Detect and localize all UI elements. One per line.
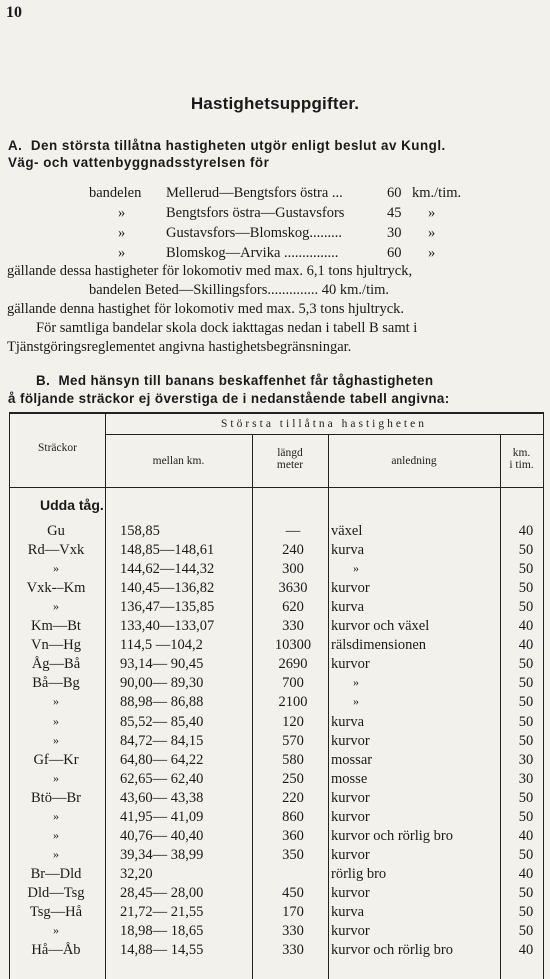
cell-anledning: kurvor <box>331 732 370 749</box>
cell-km: 50 <box>518 656 534 673</box>
header-km-1: km. <box>512 447 531 459</box>
cell-langd: 350 <box>282 846 304 863</box>
cell-km: 40 <box>518 827 534 844</box>
cell-km: 50 <box>518 904 534 920</box>
header-km-2: i tim. <box>509 459 534 471</box>
cell-anledning: kurvor och rörlig bro <box>331 827 454 844</box>
bandel-unit: km./tim. <box>412 185 462 201</box>
cell-km: 30 <box>518 770 534 787</box>
cell-anledning: kurvor <box>331 656 370 673</box>
cell-anledning: kurva <box>331 904 365 920</box>
table-row <box>10 675 543 694</box>
cell-strackor: Dld—Tsg <box>27 884 85 901</box>
cell-strackor: » <box>53 827 59 842</box>
cell-langd: 2100 <box>278 694 308 711</box>
cell-km: 50 <box>518 694 534 711</box>
section-a-label: A. <box>8 138 23 153</box>
cell-anledning: kurvor <box>331 846 370 863</box>
cell-anledning: rörlig bro <box>331 865 387 882</box>
bandel-list <box>0 184 550 264</box>
cell-langd: 220 <box>282 789 304 806</box>
cell-mellan: 140,45—136,82 <box>120 580 215 597</box>
cell-langd: 10300 <box>274 637 312 654</box>
table-row <box>10 790 543 809</box>
table-row <box>10 942 543 961</box>
cell-anledning: mosse <box>331 770 368 787</box>
table-row <box>10 637 543 656</box>
bandel-prefix: bandelen <box>89 185 142 201</box>
cell-strackor: Br—Dld <box>30 865 82 882</box>
header-divider <box>105 434 543 435</box>
cell-km: 30 <box>518 751 534 768</box>
cell-strackor: Gf—Kr <box>33 751 79 768</box>
table-row <box>10 866 543 885</box>
header-mellan: mellan km. <box>152 455 205 467</box>
table-row <box>10 733 543 752</box>
text-gallande-denna: gällande denna hastighet för lokomotiv med max. 5,3 tons hjultryck. <box>7 301 405 317</box>
cell-strackor: » <box>53 599 59 614</box>
table-row <box>10 752 543 771</box>
cell-anledning: rälsdimensionen <box>331 637 427 654</box>
section-b-heading <box>8 372 548 408</box>
text-samtliga-1: För samtliga bandelar skola dock iakttagas nedan i tabell B samt i <box>36 320 418 336</box>
header-km <box>500 447 543 471</box>
cell-mellan: 39,34— 38,99 <box>120 846 204 863</box>
cell-mellan: 90,00— 89,30 <box>120 675 204 692</box>
cell-mellan: 84,72— 84,15 <box>120 732 204 749</box>
bandel-speed: 60 <box>387 185 402 201</box>
section-a-heading <box>8 137 546 171</box>
cell-langd: 170 <box>282 904 304 920</box>
table-row <box>10 904 543 923</box>
cell-km: 50 <box>518 884 534 901</box>
table-row <box>10 809 543 828</box>
cell-km: 50 <box>518 923 534 940</box>
bandel-prefix: » <box>118 225 126 241</box>
cell-km: 40 <box>518 523 534 539</box>
cell-langd: — <box>285 523 301 539</box>
cell-strackor: » <box>53 808 59 823</box>
group-label: Udda tåg. <box>40 497 104 513</box>
cell-anledning: kurvor <box>331 884 370 901</box>
cell-km: 50 <box>518 542 534 559</box>
cell-langd: 360 <box>282 827 304 844</box>
cell-anledning: kurva <box>331 599 365 616</box>
cell-mellan: 32,20 <box>120 865 153 882</box>
text-samtliga-2: Tjänstgöringsreglementet angivna hastighetsbegränsningar. <box>7 339 352 355</box>
cell-anledning: kurvor <box>331 580 370 597</box>
table-row <box>10 542 543 561</box>
cell-mellan: 148,85—148,61 <box>120 542 215 559</box>
text-gallande-dessa: gällande dessa hastigheter för lokomotiv med max. 6,1 tons hjultryck, <box>7 263 413 279</box>
cell-km: 50 <box>518 789 534 806</box>
cell-langd: 700 <box>282 675 304 692</box>
cell-mellan: 62,65— 62,40 <box>120 770 204 787</box>
cell-strackor: » <box>53 561 59 576</box>
table-row <box>10 847 543 866</box>
table-row <box>10 523 543 542</box>
cell-langd: 250 <box>282 770 304 787</box>
cell-km: 40 <box>518 865 534 882</box>
cell-mellan: 43,60— 43,38 <box>120 789 204 806</box>
cell-strackor: Hå—Åb <box>31 942 81 959</box>
table-row <box>10 694 543 713</box>
cell-langd: 3630 <box>278 580 308 597</box>
cell-mellan: 41,95— 41,09 <box>120 808 204 825</box>
cell-strackor: Åg—Bå <box>31 656 81 673</box>
cell-anledning: kurvor <box>331 808 370 825</box>
cell-mellan: 133,40—133,07 <box>120 618 215 635</box>
table-row <box>10 923 543 942</box>
cell-langd: 570 <box>282 732 304 749</box>
cell-strackor: » <box>53 923 59 938</box>
cell-strackor: Vn—Hg <box>31 637 81 654</box>
section-b-label: B. <box>36 373 51 388</box>
cell-km: 50 <box>518 580 534 597</box>
cell-km: 50 <box>518 713 534 730</box>
cell-anledning: mossar <box>331 751 373 768</box>
cell-km: 50 <box>518 561 534 578</box>
cell-anledning: kurva <box>331 542 365 559</box>
table-row <box>10 714 543 733</box>
cell-mellan: 28,45— 28,00 <box>120 884 204 901</box>
cell-km: 50 <box>518 675 534 692</box>
bandel-unit: » <box>428 225 436 241</box>
cell-langd: 580 <box>282 751 304 768</box>
cell-strackor: Km—Bt <box>31 618 81 635</box>
cell-strackor: » <box>53 713 59 728</box>
page-title: Hastighetsuppgifter. <box>190 94 360 113</box>
header-group: Största tillåtna hastigheten <box>220 418 427 430</box>
cell-langd: 2690 <box>278 656 308 673</box>
table-row <box>10 885 543 904</box>
cell-strackor: Btö—Br <box>31 789 81 806</box>
cell-strackor: » <box>53 846 59 861</box>
cell-anledning: » <box>353 675 359 690</box>
bandel-route: Bengtsfors östra—Gustavsfors <box>166 205 345 221</box>
table-row <box>10 599 543 618</box>
cell-strackor: Bå—Bg <box>32 675 80 692</box>
table-row <box>10 561 543 580</box>
bandel-prefix: » <box>118 245 126 261</box>
header-anledning: anledning <box>391 455 437 467</box>
cell-anledning: kurvor och växel <box>331 618 430 635</box>
header-langd-1: längd <box>277 447 303 459</box>
header-strackor: Sträckor <box>38 442 77 454</box>
table-row <box>10 656 543 675</box>
cell-langd: 330 <box>282 942 304 959</box>
cell-km: 50 <box>518 732 534 749</box>
cell-strackor: Rd—Vxk <box>27 542 85 559</box>
cell-strackor: » <box>53 732 59 747</box>
cell-langd: 450 <box>282 884 304 901</box>
bandel-speed: 45 <box>387 205 402 221</box>
cell-anledning: » <box>353 561 359 576</box>
bandel-route: Mellerud—Bengtsfors östra ... <box>166 185 343 201</box>
cell-mellan: 64,80— 64,22 <box>120 751 204 768</box>
bandel-route: Blomskog—Arvika ............... <box>166 245 339 261</box>
cell-mellan: 93,14— 90,45 <box>120 656 204 673</box>
cell-langd: 120 <box>282 713 304 730</box>
cell-km: 50 <box>518 808 534 825</box>
cell-km: 50 <box>518 846 534 863</box>
cell-anledning: kurvor <box>331 789 370 806</box>
cell-anledning: kurvor och rörlig bro <box>331 942 454 959</box>
bandel-unit: » <box>428 245 436 261</box>
cell-strackor: Vxk-–Km <box>26 580 86 597</box>
cell-mellan: 136,47—135,85 <box>120 599 215 616</box>
cell-mellan: 88,98— 86,88 <box>120 694 204 711</box>
section-b-line1: Med hänsyn till banans beskaffenhet får tåghastigheten <box>58 373 434 388</box>
cell-strackor: » <box>53 770 59 785</box>
cell-mellan: 114,5 —104,2 <box>120 637 203 654</box>
header-langd <box>252 447 328 471</box>
cell-mellan: 40,76— 40,40 <box>120 827 204 844</box>
cell-mellan: 14,88— 14,55 <box>120 942 204 959</box>
page-number: 10 <box>6 4 22 21</box>
cell-strackor: Tsg—Hå <box>29 904 83 920</box>
cell-km: 40 <box>518 637 534 654</box>
cell-langd: 860 <box>282 808 304 825</box>
bandel-unit: » <box>428 205 436 221</box>
cell-anledning: kurva <box>331 713 365 730</box>
table-row <box>10 828 543 847</box>
cell-langd: 330 <box>282 923 304 940</box>
text-bandel-beted: bandelen Beted—Skillingsfors.............. 40 km./tim. <box>89 282 390 298</box>
table-row <box>10 771 543 790</box>
cell-anledning: växel <box>331 523 363 539</box>
table-row <box>10 580 543 599</box>
cell-km: 50 <box>518 599 534 616</box>
cell-km: 40 <box>518 942 534 959</box>
header-bottom-rule <box>10 487 543 488</box>
bandel-speed: 60 <box>387 245 402 261</box>
cell-langd: 240 <box>282 542 304 559</box>
cell-mellan: 144,62—144,32 <box>120 561 215 578</box>
bandel-speed: 30 <box>387 225 402 241</box>
cell-strackor: » <box>53 694 59 709</box>
cell-mellan: 21,72— 21,55 <box>120 904 204 920</box>
cell-mellan: 85,52— 85,40 <box>120 713 204 730</box>
section-b-line2: å följande sträckor ej överstiga de i nedanstående tabell angivna: <box>8 391 450 406</box>
cell-strackor: Gu <box>47 523 65 539</box>
section-a-line2: Väg- och vattenbyggnadsstyrelsen för <box>8 155 270 170</box>
cell-langd: 300 <box>282 561 304 578</box>
cell-anledning: kurvor <box>331 923 370 940</box>
table-row <box>10 618 543 637</box>
cell-km: 40 <box>518 618 534 635</box>
section-a-line1: Den största tillåtna hastigheten utgör enligt beslut av Kungl. <box>30 138 446 153</box>
cell-langd: 330 <box>282 618 304 635</box>
cell-mellan: 158,85 <box>120 523 160 539</box>
header-langd-2: meter <box>276 459 304 471</box>
bandel-prefix: » <box>118 205 126 221</box>
cell-mellan: 18,98— 18,65 <box>120 923 204 940</box>
bandel-route: Gustavsfors—Blomskog......... <box>166 225 343 241</box>
cell-anledning: » <box>353 694 359 709</box>
cell-langd: 620 <box>282 599 304 616</box>
